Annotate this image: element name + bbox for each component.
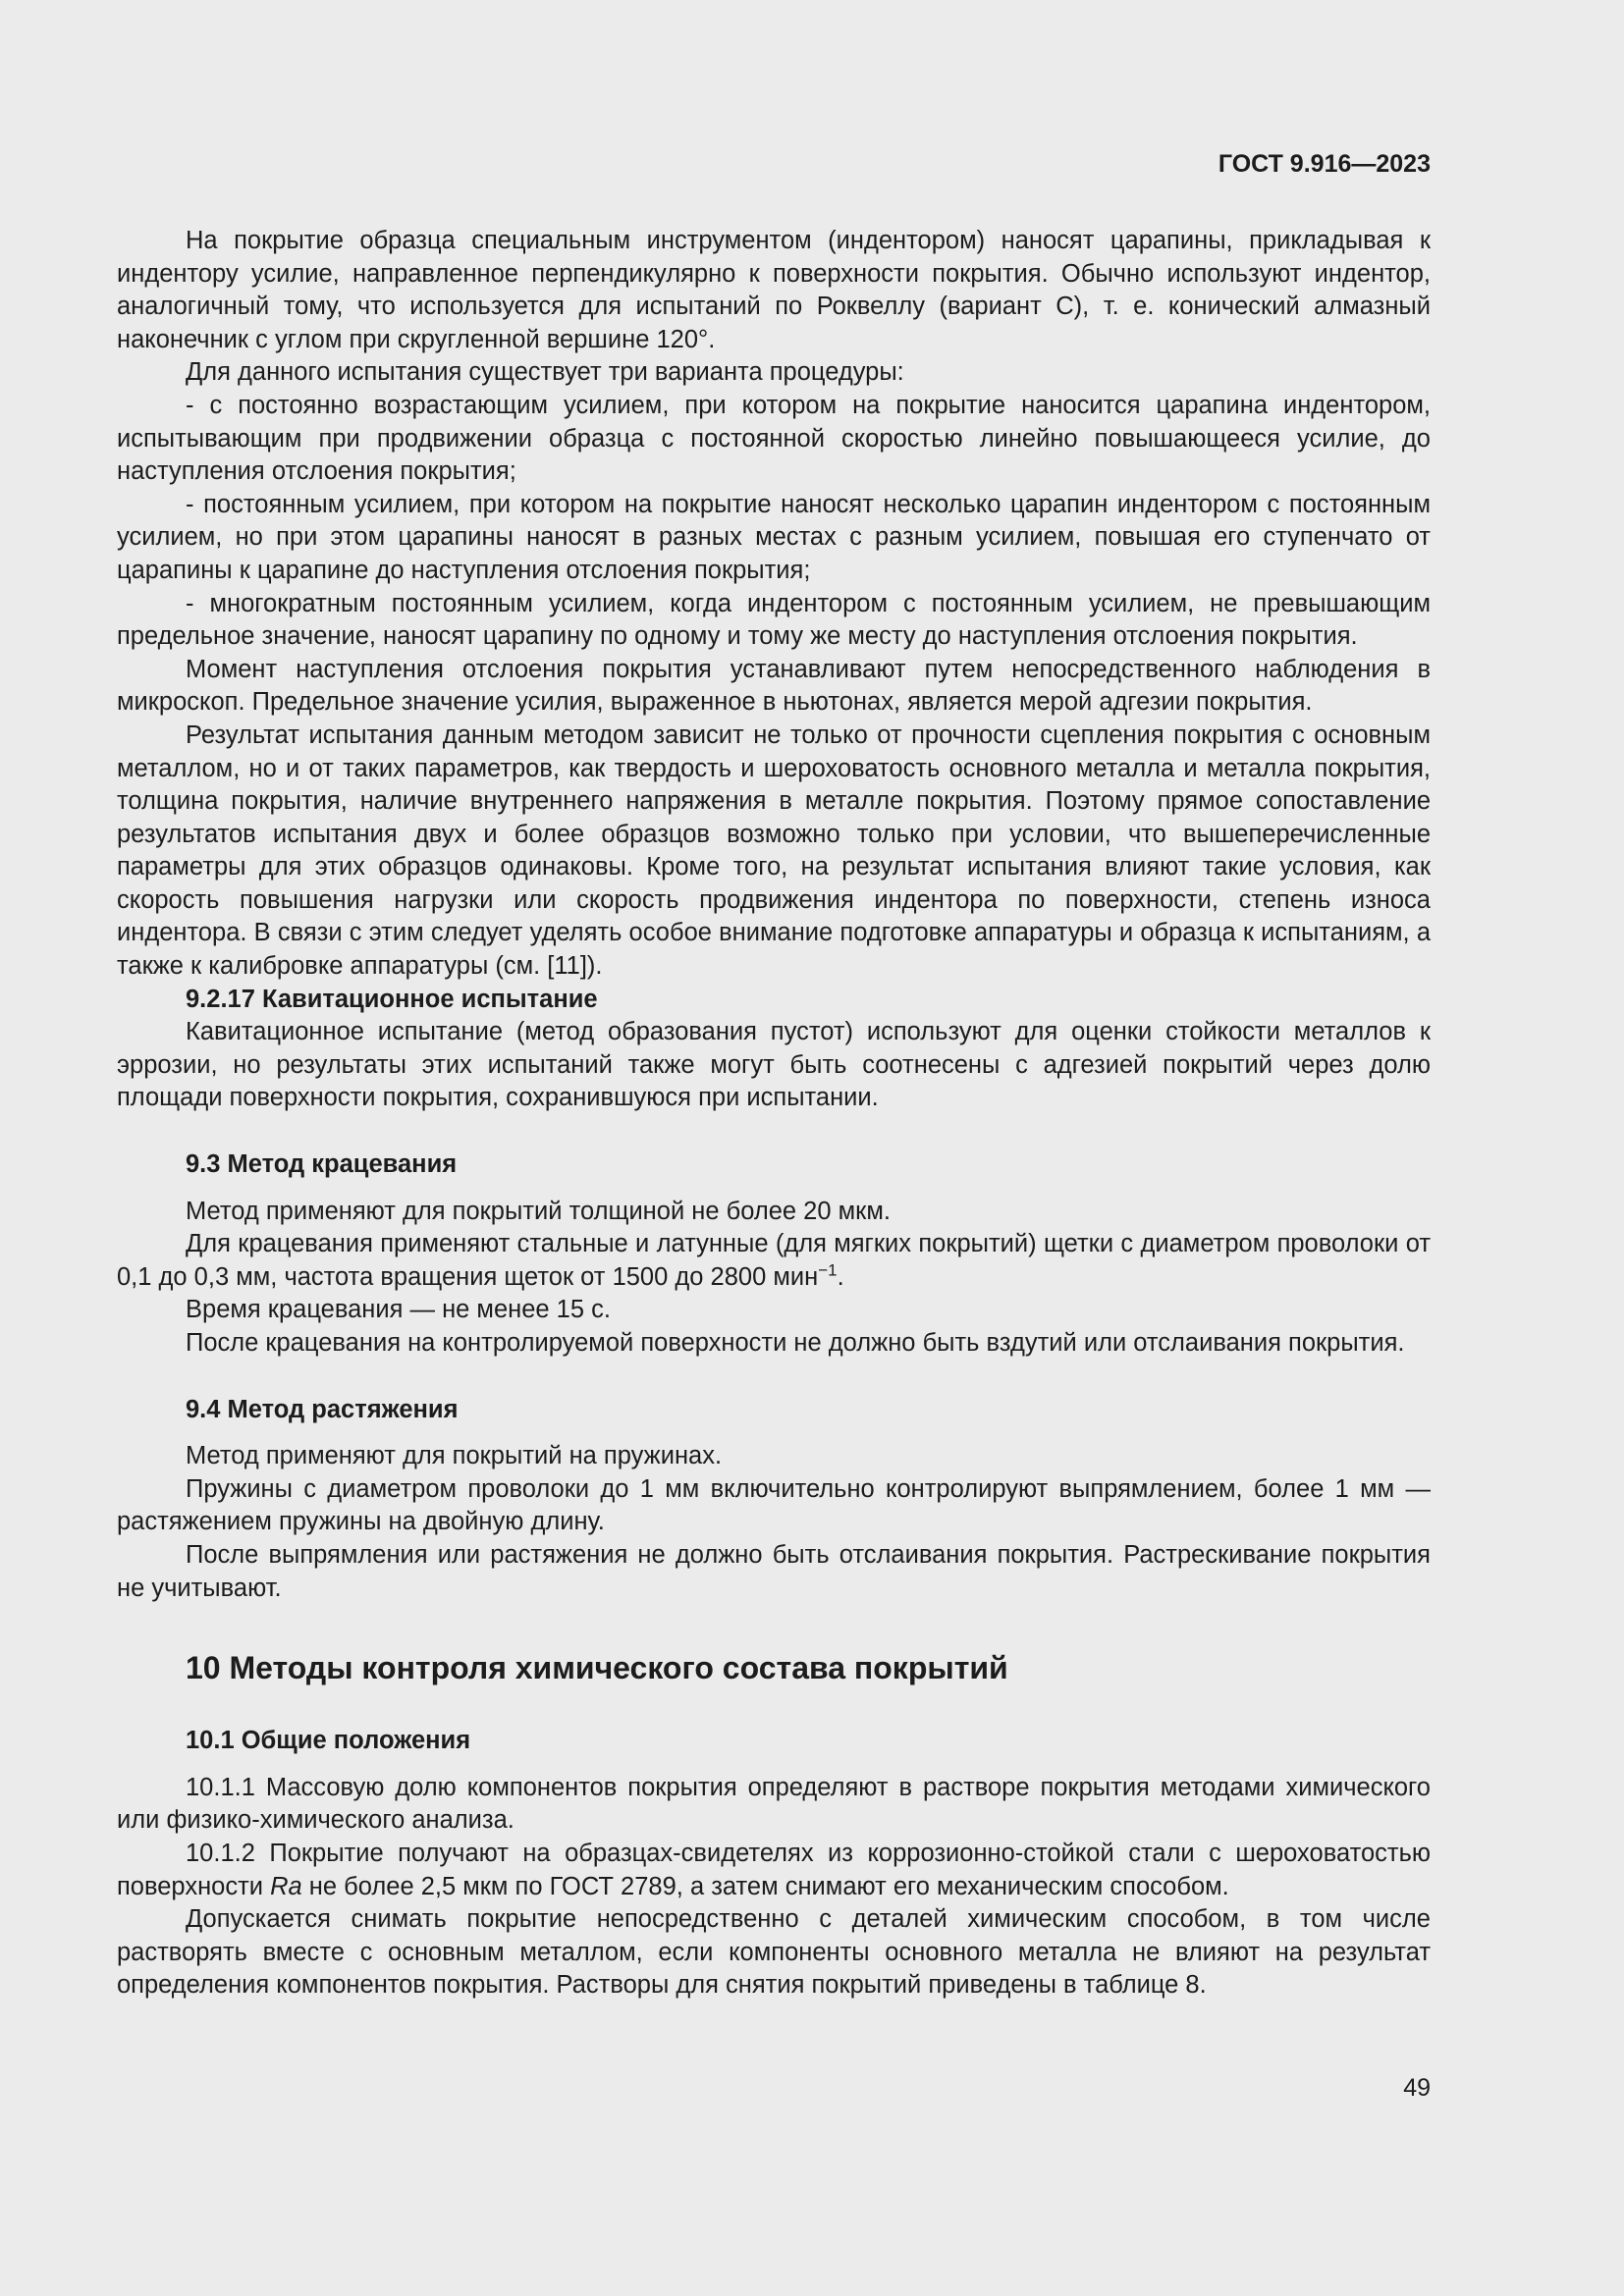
document-header: ГОСТ 9.916—2023 xyxy=(1218,150,1431,178)
paragraph xyxy=(117,1838,1431,1903)
paragraph: После крацевания на контролируемой поверхности не должно быть вздутий или отслаивания покрытия. xyxy=(186,1329,1405,1357)
paragraph-tail: . xyxy=(837,1262,844,1291)
paragraph xyxy=(117,1228,1431,1294)
paragraph: Момент наступления отслоения покрытия устанавливают путем непосредственного наблюдения в микроскоп. Предельное значение усилия, выраженное в ньютонах, является мерой адгезии покрытия. xyxy=(117,655,1431,717)
paragraph: После выпрямления или растяжения не должно быть отслаивания покрытия. Растрескивание покрытия не учитывают. xyxy=(117,1540,1431,1602)
page-number: 49 xyxy=(1403,2074,1431,2102)
paragraph: Результат испытания данным методом зависит не только от прочности сцепления покрытия с основным металлом, но и от таких параметров, как твердость и шероховатость основного металла и металла покрытия, толщина покрытия, наличие внутреннего напряжения в металле покрытия. Поэтому прямое сопоставление результатов испытания двух и более образцов возможно только при условии, что вышеперечисленные параметры для этих образцов одинаковы. Кроме того, на результат испытания влияют такие условия, как скорость повышения нагрузки или скорость продвижения индентора по поверхности, степень износа индентора. В связи с этим следует уделять особое внимание подготовке аппаратуры и образца к испытаниям, а также к калибровке аппаратуры (см. [11]). xyxy=(117,721,1431,981)
paragraph-text: 10.1.2 Покрытие получают на образцах-свидетелях из коррозионно-стойкой стали с шероховатостью поверхности xyxy=(117,1839,1431,1900)
paragraph-text: Для крацевания применяют стальные и латунные (для мягких покрытий) щетки с диаметром проволоки от 0,1 до 0,3 мм, частота вращения щеток от 1500 до 2800 мин xyxy=(117,1230,1431,1291)
paragraph: Пружины с диаметром проволоки до 1 мм включительно контролируют выпрямлением, более 1 мм — растяжением пружины на двойную длину. xyxy=(117,1474,1431,1536)
subsection-heading: 9.2.17 Кавитационное испытание xyxy=(186,985,598,1013)
paragraph: Метод применяют для покрытий толщиной не более 20 мкм. xyxy=(186,1197,891,1225)
document-body xyxy=(117,225,1431,2002)
paragraph: Время крацевания — не менее 15 с. xyxy=(186,1296,611,1324)
paragraph: Метод применяют для покрытий на пружинах. xyxy=(186,1442,723,1470)
list-item: - многократным постоянным усилием, когда индентором с постоянным усилием, не превышающим предельное значение, наносят царапину по одному и тому же месту до наступления отслоения покрытия. xyxy=(117,589,1431,651)
superscript: −1 xyxy=(818,1260,838,1280)
paragraph: На покрытие образца специальным инструментом (индентором) наносят царапины, прикладывая к индентору усилие, направленное перпендикулярно к поверхности покрытия. Обычно используют индентор, аналогичный тому, что используется для испытаний по Роквеллу (вариант С), т. е. конический алмазный наконечник с углом при скругленной вершине 120°. xyxy=(117,227,1431,353)
section-heading: 10.1 Общие положения xyxy=(186,1727,471,1755)
list-item: - постоянным усилием, при котором на покрытие наносят несколько царапин индентором с постоянным усилием, но при этом царапины наносят в разных местах с разным усилием, повышая его ступенчато от царапины к царапине до наступления отслоения покрытия; xyxy=(117,490,1431,584)
section-heading: 9.3 Метод крацевания xyxy=(186,1150,458,1179)
italic-term: Ra xyxy=(270,1872,302,1900)
paragraph: Допускается снимать покрытие непосредственно с деталей химическим способом, в том числе растворять вместе с основным металлом, если компоненты основного металла не влияют на результат определения компонентов покрытия. Растворы для снятия покрытий приведены в таблице 8. xyxy=(117,1905,1431,2000)
chapter-heading: 10 Методы контроля химического состава покрытий xyxy=(186,1650,1008,1686)
section-heading: 9.4 Метод растяжения xyxy=(186,1395,459,1423)
paragraph: 10.1.1 Массовую долю компонентов покрытия определяют в растворе покрытия методами химического или физико-химического анализа. xyxy=(117,1773,1431,1835)
paragraph: Для данного испытания существует три варианта процедуры: xyxy=(186,358,904,387)
paragraph: Кавитационное испытание (метод образования пустот) используют для оценки стойкости металлов к эррозии, но результаты этих испытаний также могут быть соотнесены с адгезией покрытий через долю площади поверхности покрытия, сохранившуюся при испытании. xyxy=(117,1018,1431,1112)
paragraph-text: не более 2,5 мкм по ГОСТ 2789, а затем снимают его механическим способом. xyxy=(301,1872,1229,1900)
list-item: - с постоянно возрастающим усилием, при котором на покрытие наносится царапина индентором, испытывающим при продвижении образца с постоянной скоростью линейно повышающееся усилие, до наступления отслоения покрытия; xyxy=(117,391,1431,486)
